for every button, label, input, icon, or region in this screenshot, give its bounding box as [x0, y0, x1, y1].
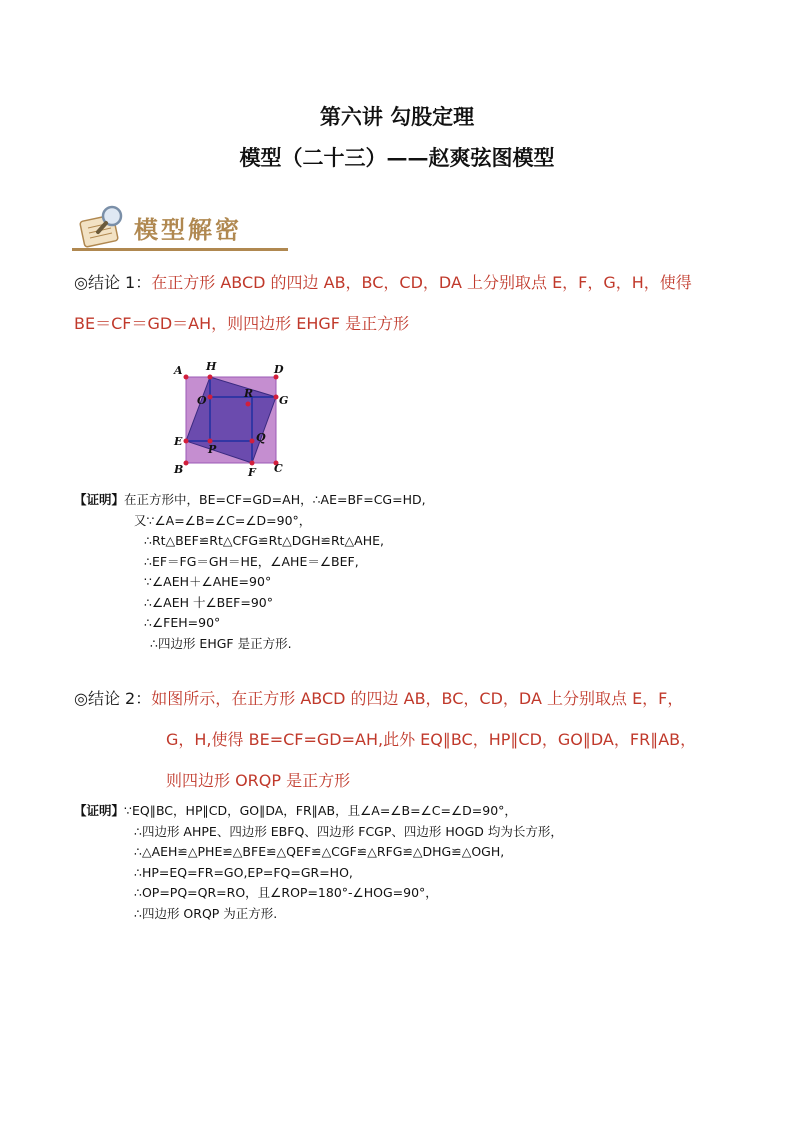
page-subtitle: 模型（二十三）——赵爽弦图模型: [239, 145, 555, 170]
proof-1-line: ∴∠AEH 十∠BEF=90°: [144, 594, 273, 610]
label-r: R: [244, 387, 254, 400]
proof-1-tag: 【证明】: [74, 492, 125, 507]
conclusion-2-text: 如图所示，在正方形 ABCD 的四边 AB，BC，CD，DA 上分别取点 E，F，: [151, 689, 684, 708]
label-e: E: [174, 435, 183, 448]
proof-2-tag: 【证明】: [74, 803, 125, 818]
label-d: D: [274, 363, 284, 376]
proof-1: [74, 490, 426, 654]
proof-1-line: 又∵∠A=∠B=∠C=∠D=90°，: [134, 512, 312, 528]
conclusion-2-line-2: G，H,使得 BE=CF=GD=AH,此外 EQ∥BC，HP∥CD，GO∥DA，FR∥AB，: [166, 730, 697, 749]
proof-2: [74, 801, 563, 924]
banner-underline: [72, 248, 288, 251]
label-p: P: [208, 443, 217, 456]
proof-2-line: ∴△AEH≌△PHE≌△BFE≌△QEF≌△CGF≌△RFG≌△DHG≌△OGH,: [134, 844, 505, 859]
proof-1-line: ∴Rt△BEF≌Rt△CFG≌Rt△DGH≌Rt△AHE,: [144, 533, 384, 548]
conclusion-1-line-2: BE＝CF＝GD＝AH，则四边形 EHGF 是正方形: [74, 314, 410, 333]
proof-1-line: ∴EF＝FG＝GH＝HE，∠AHE＝∠BEF,: [144, 553, 359, 569]
proof-1-line: 【证明】在正方形中，BE=CF=GD=AH，∴AE=BF=CG=HD,: [74, 492, 426, 507]
label-o: O: [197, 394, 207, 407]
banner-label: 模型解密: [134, 215, 242, 244]
proof-2-line: ∴OP=PQ=QR=RO，且∠ROP=180°-∠HOG=90°，: [134, 885, 438, 900]
proof-1-line: ∴∠FEH=90°: [144, 615, 221, 630]
conclusion-2-line-3: 则四边形 ORQP 是正方形: [166, 771, 351, 790]
proof-1-line: ∴四边形 EHGF 是正方形.: [150, 635, 292, 651]
conclusion-1-text: 在正方形 ABCD 的四边 AB，BC，CD，DA 上分别取点 E，F，G，H，使得: [151, 273, 692, 292]
label-c: C: [274, 462, 283, 475]
square-figure: [168, 356, 298, 480]
conclusion-2-mark: ◎结论 2：: [74, 689, 152, 708]
conclusion-1-line-1: [74, 273, 692, 293]
label-q: Q: [256, 431, 266, 444]
proof-1-line: ∵∠AEH＋∠AHE=90°: [144, 574, 272, 589]
proof-2-line: 【证明】∵EQ∥BC，HP∥CD，GO∥DA，FR∥AB，且∠A=∠B=∠C=∠D=90°，: [74, 803, 517, 818]
proof-2-line: ∴HP=EQ=FR=GO,EP=FQ=GR=HO,: [134, 864, 353, 880]
proof-2-line: ∴四边形 AHPE、四边形 EBFQ、四边形 FCGP、四边形 HOGD 均为长方形，: [134, 823, 563, 839]
notebook-magnifier-icon: [76, 202, 132, 250]
section-banner: [72, 200, 288, 256]
label-h: H: [206, 360, 217, 373]
label-a: A: [174, 364, 183, 377]
conclusion-2-line-1: [74, 689, 683, 709]
label-f: F: [248, 466, 256, 479]
conclusion-1-mark: ◎结论 1：: [74, 273, 152, 292]
proof-2-line: ∴四边形 ORQP 为正方形.: [134, 905, 278, 921]
label-g: G: [279, 394, 289, 407]
page-title: 第六讲 勾股定理: [319, 104, 475, 129]
label-b: B: [174, 463, 184, 476]
